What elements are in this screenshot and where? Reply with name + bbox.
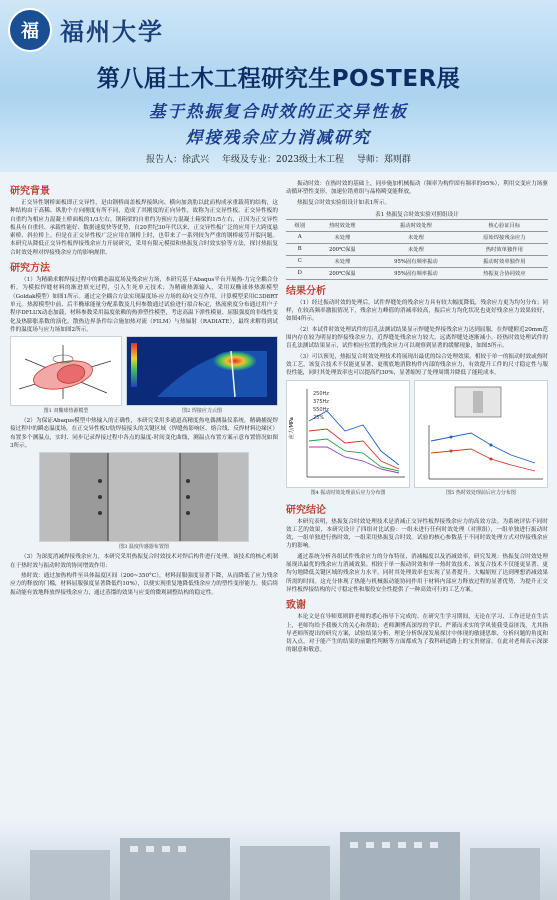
acknowledgement-paragraph: 本论文是在导师郑则群老师的悉心指导下完成的。在研究生学习期间，无论在学习、工作还是在生活上，老师均给予我极大的关心和帮助；老师渊博高深厚的学识、严谨而求实的学风使我受益匪浅，尤其指导老师所提出的研究方案，试验结果分析、理论分析纵深发展探讨中体现的敏捷思维、分析问题的角度和切入点，对于能产生的结果的前瞻性判断等方面都成为了我科研道路上的宝贵财富。在此对老师表示深深的谢意和敬意。 [286, 614, 548, 654]
conclusion-paragraph-2: 通过系统分析各组试件残余应力的分布特征、消减幅度以及消减效率，研究发现：热振复合时效处理展现出最优的残余应力消减效果。相较于单一振动时效和单一热时效技术，该复合技术不仅能更显著、更均匀地降低关键区域的残余应力水平，同时其处理效率也实现了显著提升。大幅缩短了达到理想消减效果所需的时间。这充分体现了热能与机械振动能协同作用于材料内部应力释放过程的显著优势，为提升正交异性板焊接结构的尺寸稳定性和服役安全性提供了一种高效可行的工艺方案。 [286, 553, 548, 593]
stress-contour-plot [127, 337, 277, 405]
figure-4-caption: 图4 振动时效处理前后应力分布图 [310, 489, 386, 496]
figure-3-caption: 图3 温度传感器布置图 [119, 544, 169, 551]
table-cell: 200℃保温 [313, 267, 371, 279]
logo-char: 福 [21, 21, 39, 42]
double-ellipsoid-heat-source-figure [10, 336, 122, 406]
university-logo [8, 8, 52, 52]
thermocouple-layout-figure [39, 452, 249, 542]
vibration-stress-figure [286, 380, 410, 488]
paper-title-line1: 基于热振复合时效的正交异性板 [149, 102, 408, 121]
experiment-group-table [286, 219, 548, 280]
table-header-cell: 热时效处理 [313, 219, 371, 231]
table-cell: 原始焊接残余应力 [461, 231, 548, 243]
result-paragraph-1: （1）经过振动时效的处理后，试件焊缝处的残余应力具有较大幅度降低，残余应力更为均匀分布；同样，在较高频率激振情况下，残余应力峰值的消减率较高，振后应力均化状况也更好残余应力效果较好，如图4所示。 [286, 299, 548, 323]
fig4-ylabel: 应力/MPa [289, 416, 295, 439]
table-row [286, 231, 548, 243]
welding-stress-contour-figure [126, 336, 278, 406]
result-paragraph-2: （2）本试件时效处理试件的盲孔法测试结果显示焊缝处焊接残余应力达到屈服，在焊缝附近20mm范围内存在较为明显的焊接残余应力，近焊缝处残余应力较大，远离焊缝处逐渐减小，经热时效处理试件的盲孔法测试结果显示，试件相应位置的残余应力可以观察到显著的缓解现象，如图5所示。 [286, 326, 548, 350]
paper-title-line2: 焊接残余应力消减研究 [186, 128, 371, 147]
table-cell: 未处理 [371, 243, 461, 255]
table-cell: B [286, 243, 313, 255]
table-1-title: 表1 热振复合时效实验对照组设计 [375, 211, 459, 218]
figure-row-4-5 [286, 380, 548, 499]
table-row [286, 267, 548, 279]
fig4-legend-2: 375Hz [313, 398, 329, 405]
figure-5-caption: 图5 热时效处理前后应力分布图 [446, 489, 516, 496]
right-column [286, 180, 548, 657]
method-paragraph-4: 热时效：通过加热构件至具体温度区间（200~350°C），材料屈服强度显著下降，从而降低了应力残余应力的释放的门槛，材料屈服强度显著降低约10%），以便实现重复地降低残余应力的塑性变形能力。使后续振动能有效地释放焊接残余应力，通过蒸馏的效果与应变的微观调整结构的稳定性。 [10, 572, 278, 596]
grade-major: 年级及专业：2023级土木工程 [222, 155, 344, 165]
table-cell: 未处理 [371, 231, 461, 243]
author-info [0, 152, 557, 165]
table-cell: D [286, 267, 313, 279]
method-paragraph-3: （3）为深度消减焊接残余应力，本研究采用热振复合时效技术对焊后构件进行处理。该技术的核心机制在于热时效与振动时效的协同增效作用： [10, 554, 278, 569]
section-background-title: 研究背景 [10, 186, 50, 197]
table-cell: 热振复合协同效应 [461, 267, 548, 279]
table-cell: 未处理 [313, 231, 371, 243]
table-cell: A [286, 231, 313, 243]
table-row [286, 255, 548, 267]
poster-main-title: 第八届土木工程研究生POSTER展 [96, 66, 461, 92]
campus-building-illustration [0, 820, 557, 900]
left-column [10, 180, 278, 599]
table-header-cell: 组别 [286, 219, 313, 231]
advisor: 导师：郑则群 [356, 155, 411, 165]
heat-source-diagram [11, 337, 121, 405]
table-header-row [286, 219, 548, 231]
table-cell: 95%固有频率振动 [371, 267, 461, 279]
table-cell: 95%固有频率振动 [371, 255, 461, 267]
figure-row-1-2 [10, 336, 278, 417]
section-conclusion-title: 研究结论 [286, 504, 326, 516]
section-ack-title: 致谢 [286, 600, 306, 612]
conclusion-paragraph-1: 本研究表明，热振复合时效处理技术是消减正交异性板焊接残余应力的高效方法。为系统评估不同时效工艺的效果，本研究设计了四组对比试验：一组未进行任何时效处理（对照组），一组单独进行振动时效，一组单独进行热时效，一组采用热振复合时效。试验的核心参数基于不同时效处理方式对焊接残余应力的影响。 [286, 518, 548, 550]
table-cell: C [286, 255, 313, 267]
table-cell: 热时效单独作用 [461, 243, 548, 255]
section-method-title: 研究方法 [10, 263, 50, 275]
thermal-stress-chart [415, 381, 547, 487]
sensor-layout-photo [40, 453, 248, 541]
vibration-paragraph: 振动时效：在热时效的基础上，同步施加机械振动（频率为构件固有频率的95%），利用交变应力场驱动循环塑性变形，加速位错重组与晶格畸变能释放。 [286, 181, 548, 196]
table-cell: 未处理 [313, 255, 371, 267]
university-name: 福州大学 [60, 17, 164, 46]
result-paragraph-3: （3）可以预见，热振复合时效处理技术将展现出最优的综合处理效果。相较于单一的振动时效或热时效工艺，该复合技术不仅能更显著、更彻底地消除构件内部的残余应力，有效提升工件的尺寸稳定性与服役性能，同时其处理效率也可以提高约30%，显著缩短了处理周期并降低了能耗成本。 [286, 353, 548, 377]
fig4-legend-4: 25% [313, 414, 325, 421]
section-results-title: 结果分析 [286, 285, 326, 297]
campus-photo [0, 820, 557, 900]
fig4-legend-1: 250Hz [313, 390, 329, 397]
method-paragraph-1: （1）为精确求解焊接过程中的瞬态温度场及残余应力场，本研究基于Abaqus平台开展热-力完全耦合分析，为模拟焊缝材料的渐进填充过程，引入生死单元技术；为精确热源输入，采用双椭球体热源模型（Goldak模型）如图1所示。通过完全耦合方法实现温度场-应力场的双向交互作用，计算模型采用C3D8RT单元。热源模型中前、后半椭球能量分配系数及几何参数通过试验进行拟合标定，热流密度分布通过用户子程序DFLUX动态加载，材料参数采用温度依赖的热弹塑性模型，考虑高温下弹性模量、屈服强度的非线性变化及热膨胀系数的演化，散热边界条件综合施加热对流（FILM）与热辐射（RADIATE），最终求解得到试件的温度场与应力场如图2所示。 [10, 277, 278, 333]
table-cell: 振动时效单独作用 [461, 255, 548, 267]
figure-2-caption: 图2 焊接应力云图 [182, 408, 222, 415]
fig4-legend-3: 550Hz [313, 406, 329, 413]
poster-header [0, 0, 557, 172]
vibration-paragraph-2: 热振复合时效实验组设计如表1所示。 [297, 199, 391, 206]
vibration-stress-chart [287, 381, 409, 487]
table-header-cell: 核心验证目标 [461, 219, 548, 231]
table-row [286, 243, 548, 255]
background-paragraph: 正交异性钢桥面板即正交异性，是由钢桥面盖板焊接纵向、横向加劲肋以此而构成承重载荷的结构，这种结构由于高稀、纵肋个方向刚度有所不同，造成了其刚度的正向异性，故称为正交异性板。正交异性板的自重约为相应力混凝土桥面板的1/3左右，钢箱梁的自重约为预应力混凝土箱梁的1/5左右，正因为正交异性板具有自重轻、承载性能好、数据速度快等优势，自20世纪30年代以来，正交异性板广泛的应用于大跨度悬索桥、斜拉桥上。但是在正交异性板广泛应用在钢桥上时，也带来了一系列较为严重的钢桥疲劳开裂问题。本研究从降低正交异性板焊接残余应力开展研究，采用有限元模拟和热振复合时效实验等方法，探讨热振复合时效处理对焊接残余应力的影响规律。 [10, 200, 278, 256]
thermal-stress-figure [414, 380, 548, 488]
method-paragraph-2: （2）为保证Abaqus模型中热输入的正确性，本研究采用多通道高精度热电偶测温仪系统，精确捕捉焊接过程中的瞬态温度场，在正交异性板U肋焊接接头的关键区域（焊缝热影响区、熔合线、反焊材料边缘区）布置多个测温点，实时、同步记录焊接过程中各点的温度-时间变化曲线，测温点布置方案示意布置情况如图3所示。 [10, 418, 278, 450]
figure-1-caption: 图1 双椭球热源模型 [43, 408, 89, 415]
reporter: 报告人：徐武兴 [146, 155, 210, 165]
table-cell: 200℃保温 [313, 243, 371, 255]
table-header-cell: 振动时效处理 [371, 219, 461, 231]
